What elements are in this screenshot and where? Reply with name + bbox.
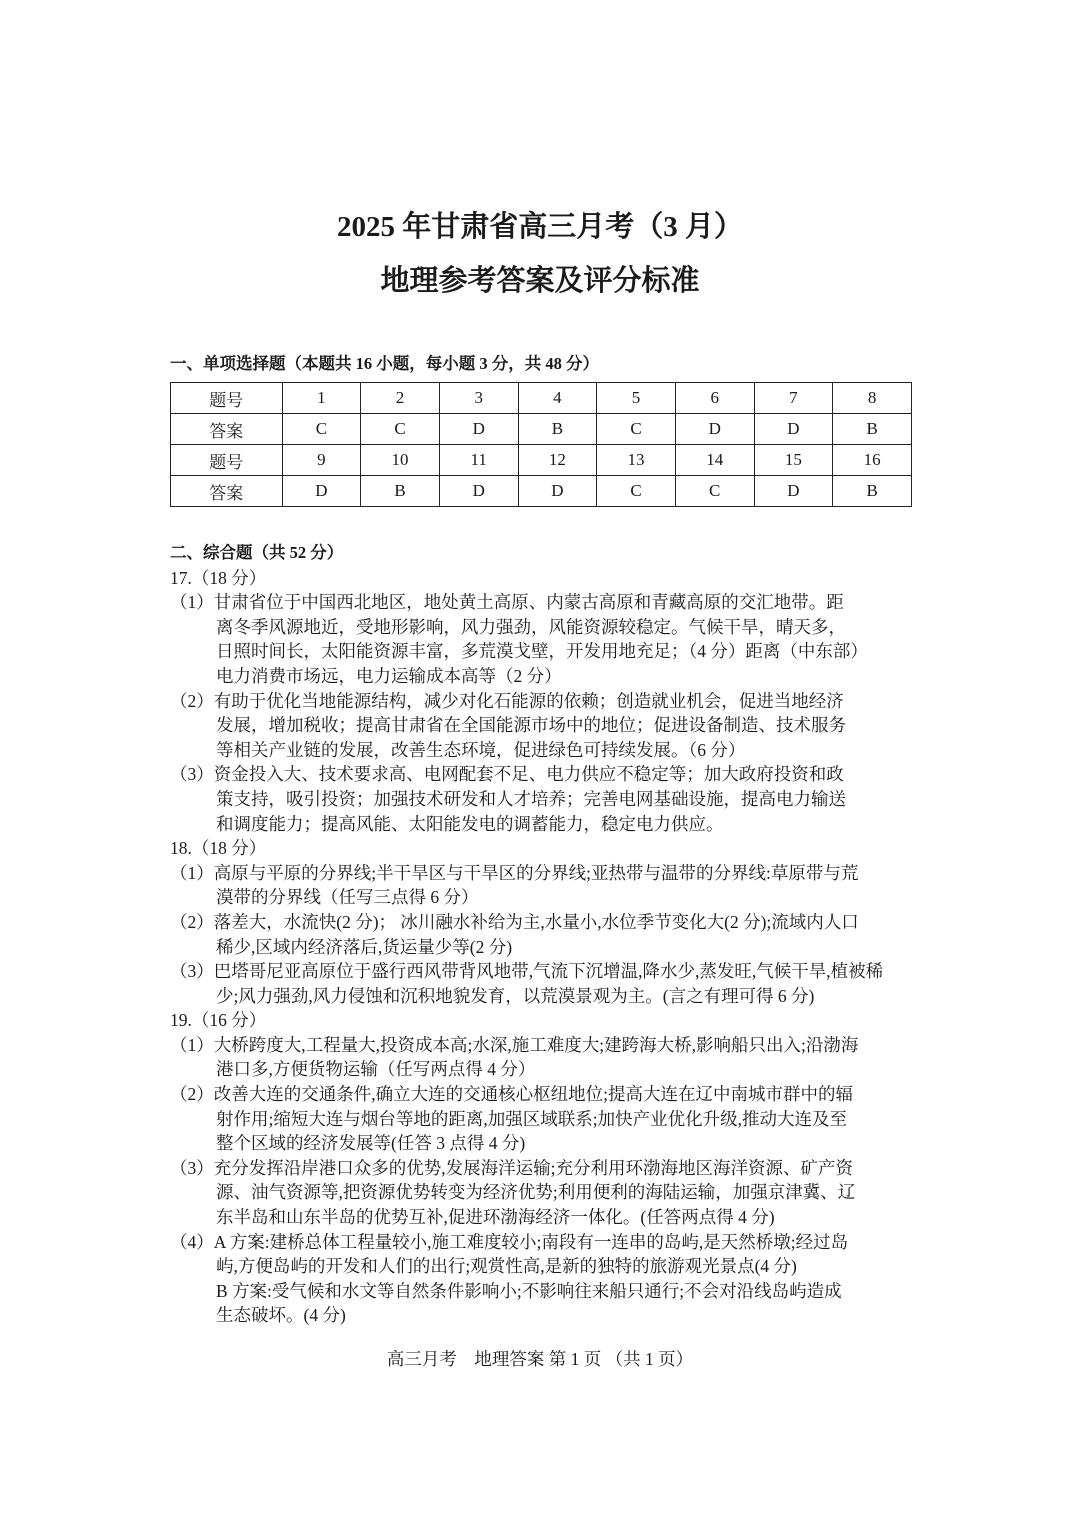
answer-line: 漠带的分界线（任写三点得 6 分） <box>216 887 479 908</box>
answer-cell: 16 <box>833 445 912 476</box>
answer-line: 和调度能力；提高风能、太阳能发电的调蓄能力，稳定电力供应。 <box>216 813 724 834</box>
answer-line: B 方案:受气候和水文等自然条件影响小;不影响往来船只通行;不会对沿线岛屿造成 <box>216 1280 842 1301</box>
answer-line: 稀少,区域内经济落后,货运量少等(2 分) <box>216 936 513 957</box>
document-title: 2025 年甘肃省高三月考（3 月） <box>336 211 743 243</box>
answer-cell: C <box>282 414 361 445</box>
answer-cell: D <box>675 414 754 445</box>
answer-cell: D <box>754 414 833 445</box>
answer-cell: 1 <box>282 383 361 414</box>
answer-line: （1）甘肃省位于中国西北地区，地处黄土高原、内蒙古高原和青藏高原的交汇地带。距 <box>170 592 844 613</box>
answer-table <box>170 382 912 507</box>
answer-cell: B <box>833 476 912 507</box>
answer-cell: 9 <box>282 445 361 476</box>
answer-line: 生态破坏。(4 分) <box>216 1305 346 1326</box>
answer-cell: C <box>597 414 676 445</box>
answer-cell: 5 <box>597 383 676 414</box>
answer-cell: D <box>518 476 597 507</box>
section2-body <box>170 541 915 1328</box>
answer-cell: 6 <box>675 383 754 414</box>
answer-line: 发展，增加税收；提高甘肃省在全国能源市场中的地位；促进设备制造、技术服务 <box>216 715 846 736</box>
answer-cell: 11 <box>439 445 518 476</box>
answer-cell: C <box>597 476 676 507</box>
answer-cell: 14 <box>675 445 754 476</box>
answer-line: （3）巴塔哥尼亚高原位于盛行西风带背风地带,气流下沉增温,降水少,蒸发旺,气候干旱,植被稀 <box>170 961 884 982</box>
answer-cell: 13 <box>597 445 676 476</box>
row-header-cell: 答案 <box>171 476 283 507</box>
answer-line: 屿,方便岛屿的开发和人们的出行;观赏性高,是新的独特的旅游观光景点(4 分) <box>216 1256 797 1277</box>
row-header-cell: 答案 <box>171 414 283 445</box>
answer-cell: B <box>833 414 912 445</box>
answer-cell: 12 <box>518 445 597 476</box>
row-header-cell: 题号 <box>171 383 283 414</box>
answer-cell: 15 <box>754 445 833 476</box>
answer-line: 射作用;缩短大连与烟台等地的距离,加强区域联系;加快产业优化升级,推动大连及至 <box>216 1108 847 1129</box>
answer-line: 港口多,方便货物运输（任写两点得 4 分） <box>216 1059 536 1080</box>
answer-cell: D <box>754 476 833 507</box>
page-footer: 高三月考 地理答案 第 1 页 （共 1 页） <box>386 1349 694 1369</box>
answer-line: （3）充分发挥沿岸港口众多的优势,发展海洋运输;充分利用环渤海地区海洋资源、矿产资 <box>170 1157 853 1178</box>
answer-cell: D <box>439 476 518 507</box>
answer-cell: B <box>361 476 440 507</box>
answer-cell: 3 <box>439 383 518 414</box>
answer-cell: 10 <box>361 445 440 476</box>
answer-line: （1）大桥跨度大,工程量大,投资成本高;水深,施工难度大;建跨海大桥,影响船只出入;沿渤海 <box>170 1034 859 1055</box>
answer-cell: B <box>518 414 597 445</box>
row-header-cell: 题号 <box>171 445 283 476</box>
question-heading: 18.（18 分） <box>170 838 267 859</box>
answer-cell: C <box>361 414 440 445</box>
answer-line: （2）改善大连的交通条件,确立大连的交通核心枢纽地位;提高大连在辽中南城市群中的辐 <box>170 1084 853 1105</box>
answer-cell: 2 <box>361 383 440 414</box>
answer-line: 电力消费市场远，电力运输成本高等（2 分） <box>216 665 562 686</box>
section2-heading: 二、综合题（共 52 分） <box>170 543 344 562</box>
answer-line: 少;风力强劲,风力侵蚀和沉积地貌发育，以荒漠景观为主。(言之有理可得 6 分) <box>216 985 815 1006</box>
table-row <box>171 414 912 445</box>
answer-cell: D <box>439 414 518 445</box>
question-heading: 19.（16 分） <box>170 1010 267 1031</box>
answer-cell: 4 <box>518 383 597 414</box>
answer-line: （2）有助于优化当地能源结构，减少对化石能源的依赖；创造就业机会，促进当地经济 <box>170 690 844 711</box>
table-row <box>171 445 912 476</box>
answer-line: 策支持，吸引投资；加强技术研发和人才培养；完善电网基础设施，提高电力输送 <box>216 788 846 809</box>
answer-cell: D <box>282 476 361 507</box>
answer-cell: C <box>675 476 754 507</box>
answer-line: （4）A 方案:建桥总体工程量较小,施工难度较小;南段有一连串的岛屿,是天然桥墩;经过岛 <box>170 1231 849 1252</box>
answer-line: 东半岛和山东半岛的优势互补,促进环渤海经济一体化。(任答两点得 4 分) <box>216 1207 775 1228</box>
table-row <box>171 383 912 414</box>
section1-heading: 一、单项选择题（本题共 16 小题，每小题 3 分，共 48 分） <box>170 354 599 373</box>
table-row <box>171 476 912 507</box>
answer-line: 源、油气资源等,把资源优势转变为经济优势;利用便利的海陆运输，加强京津冀、辽 <box>216 1182 856 1203</box>
answer-cell: 8 <box>833 383 912 414</box>
answer-line: 整个区域的经济发展等(任答 3 点得 4 分) <box>216 1133 526 1154</box>
question-heading: 17.（18 分） <box>170 567 267 588</box>
answer-line: （1）高原与平原的分界线;半干旱区与干旱区的分界线;亚热带与温带的分界线:草原带与荒 <box>170 862 859 883</box>
answer-line: 离冬季风源地近，受地形影响，风力强劲，风能资源较稳定。气候干旱，晴天多， <box>216 616 846 637</box>
answer-line: （2）落差大，水流快(2 分)； 冰川融水补给为主,水量小,水位季节变化大(2 分);流域内人口 <box>170 911 859 932</box>
answer-cell: 7 <box>754 383 833 414</box>
answer-line: 日照时间长，太阳能资源丰富，多荒漠戈壁，开发用地充足；（4 分）距离（中东部） <box>216 641 868 662</box>
document-subtitle: 地理参考答案及评分标准 <box>380 265 700 297</box>
answer-line: （3）资金投入大、技术要求高、电网配套不足、电力供应不稳定等；加大政府投资和政 <box>170 764 844 785</box>
answer-line: 等相关产业链的发展，改善生态环境，促进绿色可持续发展。（6 分） <box>216 739 746 760</box>
